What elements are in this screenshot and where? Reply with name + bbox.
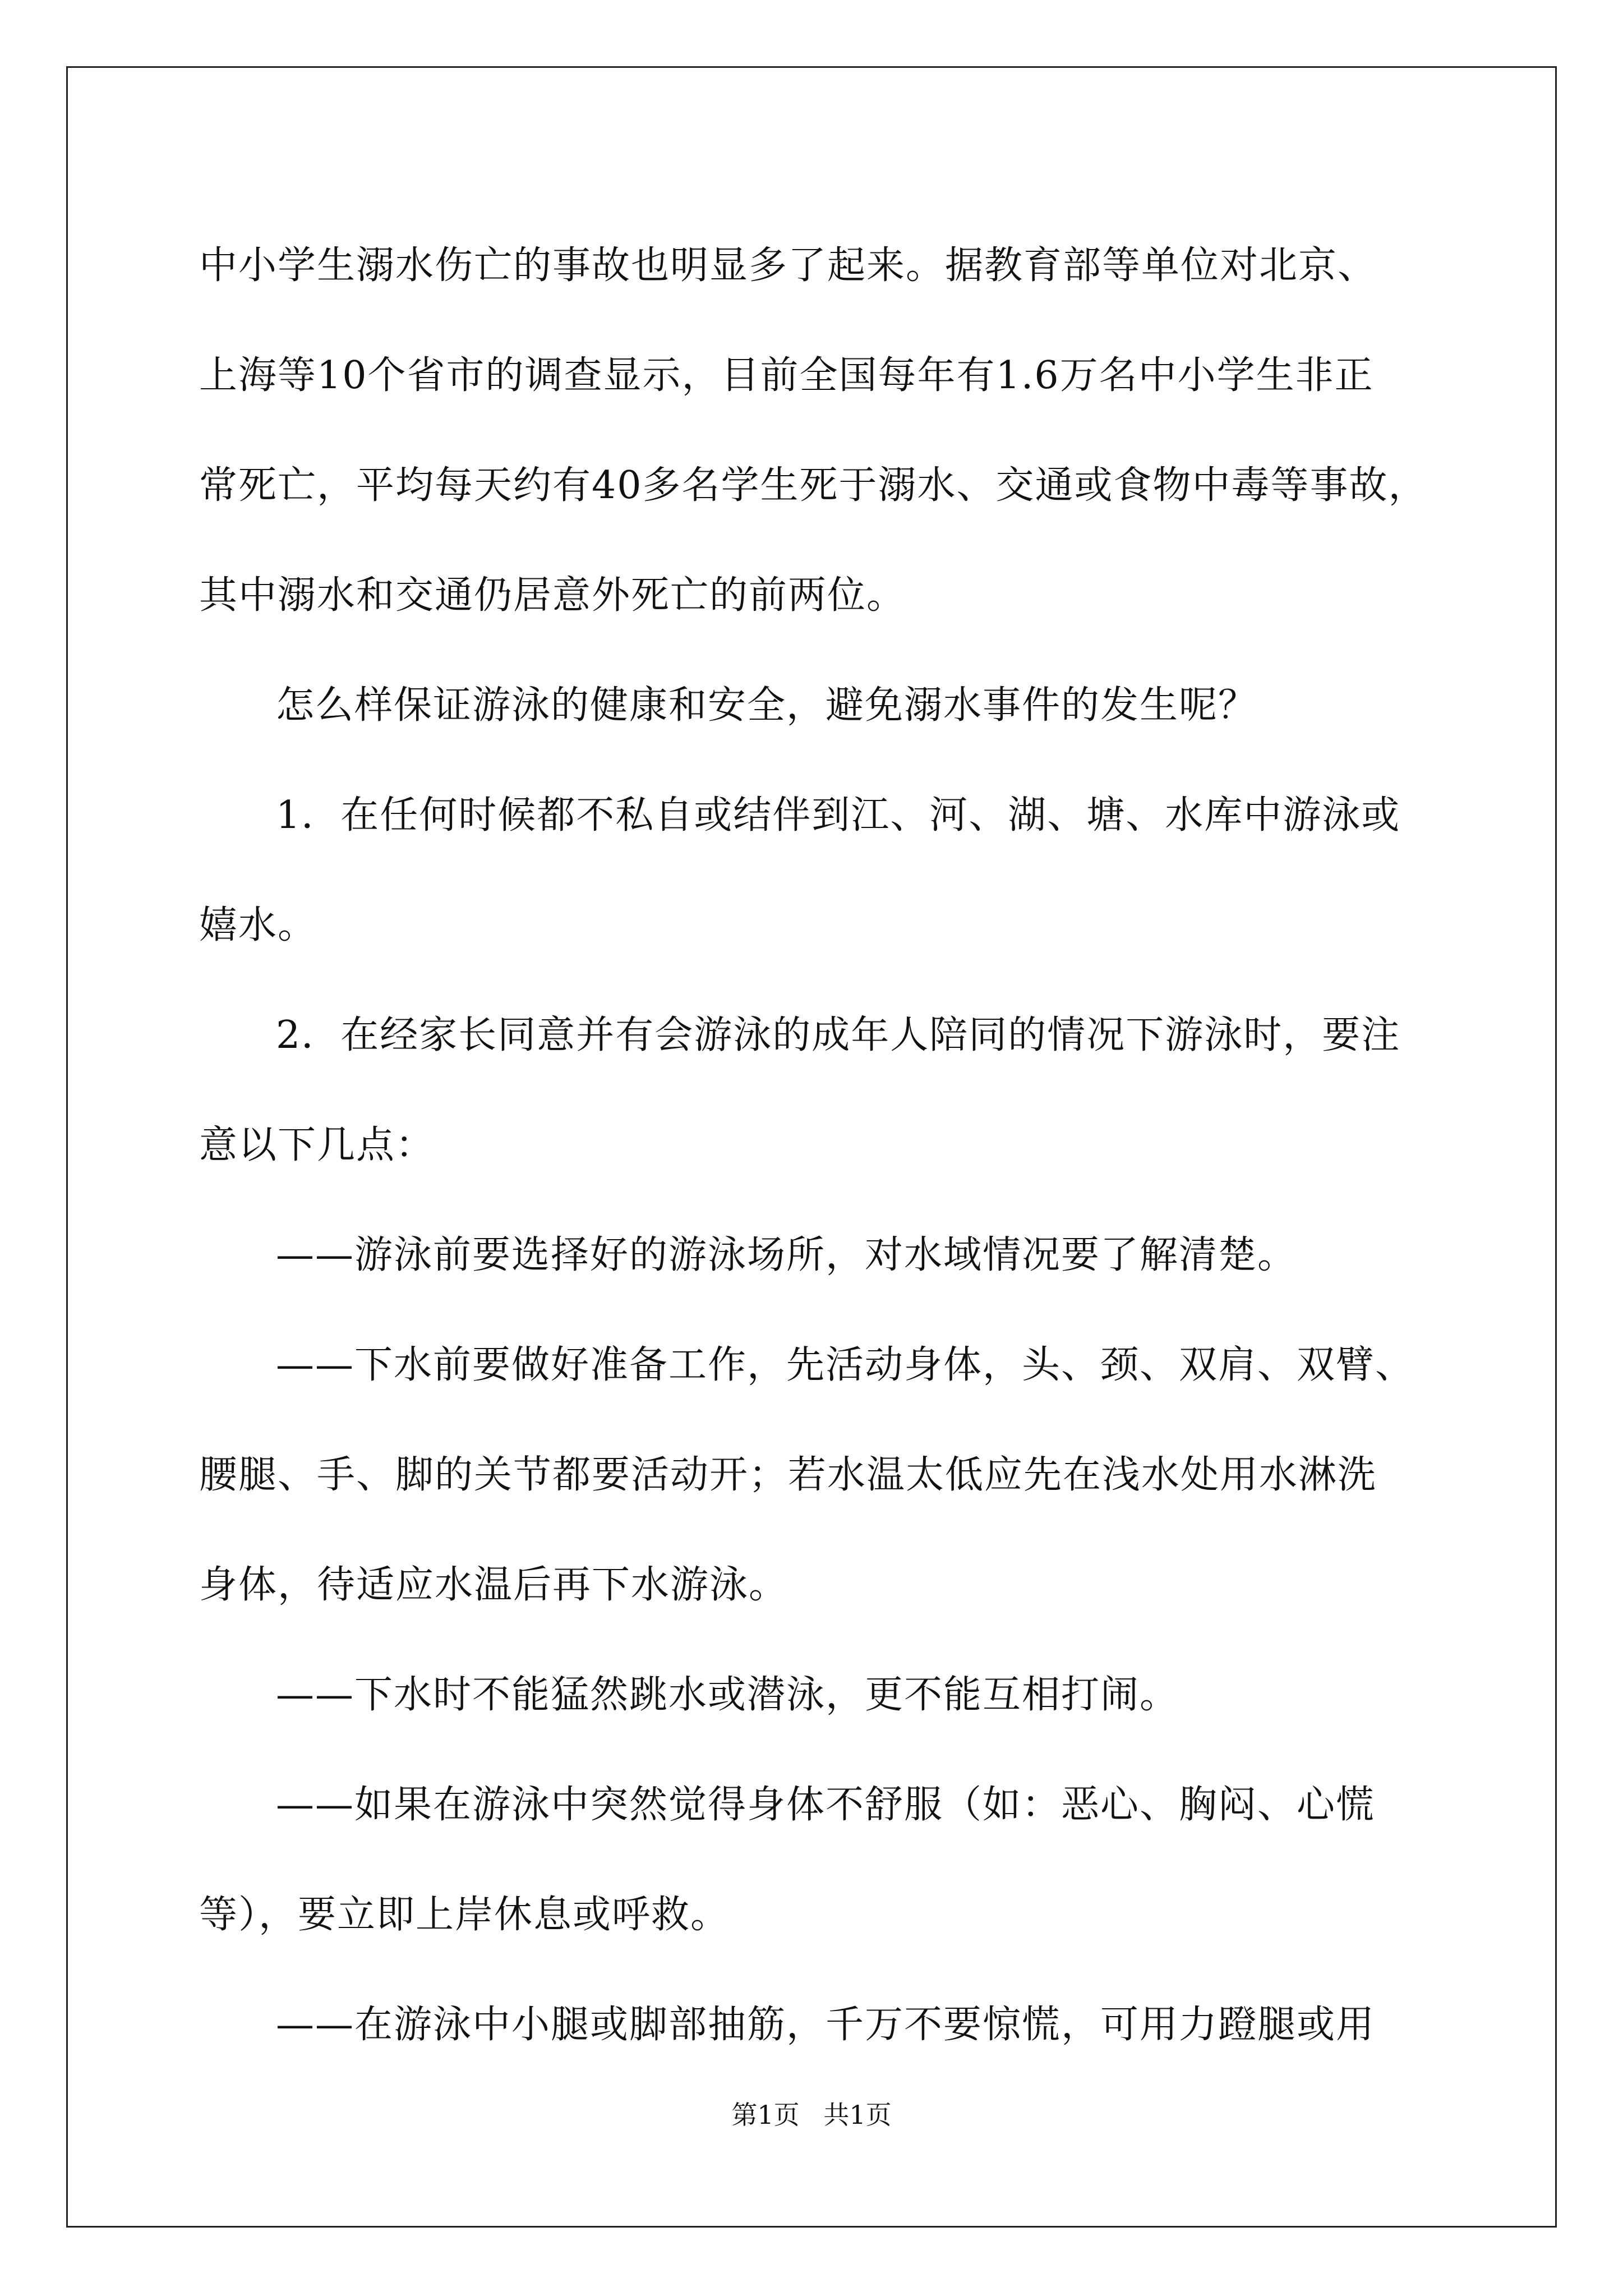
paragraph-line: 中小学生溺水伤亡的事故也明显多了起来。据教育部等单位对北京、 bbox=[199, 243, 1377, 288]
paragraph-line: ——下水前要做好准备工作，先活动身体，头、颈、双肩、双臂、 bbox=[276, 1343, 1415, 1387]
paragraph-line: ——游泳前要选择好的游泳场所，对水域情况要了解清楚。 bbox=[276, 1233, 1297, 1277]
document-body bbox=[199, 211, 1458, 2080]
paragraph-line: ——如果在游泳中突然觉得身体不舒服（如：恶心、胸闷、心慌 bbox=[276, 1783, 1376, 1827]
paragraph-line: 2．在经家长同意并有会游泳的成年人陪同的情况下游泳时，要注 bbox=[276, 1013, 1401, 1057]
paragraph-line: 上海等10个省市的调查显示，目前全国每年有1.6万名中小学生非正 bbox=[199, 353, 1374, 398]
page-total: 共1页 bbox=[823, 2100, 892, 2130]
paragraph-line: 腰腿、手、脚的关节都要活动开；若水温太低应先在浅水处用水淋洗 bbox=[199, 1453, 1377, 1497]
paragraph-line: 嬉水。 bbox=[199, 903, 317, 947]
paragraph-line: ——在游泳中小腿或脚部抽筋，千万不要惊慌，可用力蹬腿或用 bbox=[276, 2003, 1376, 2047]
paragraph-line: 意以下几点： bbox=[199, 1123, 435, 1167]
paragraph-line: ——下水时不能猛然跳水或潜泳，更不能互相打闹。 bbox=[276, 1673, 1179, 1717]
paragraph-line: 怎么样保证游泳的健康和安全，避免溺水事件的发生呢？ bbox=[276, 683, 1258, 728]
paragraph-line: 常死亡，平均每天约有40多名学生死于溺水、交通或食物中毒等事故， bbox=[199, 463, 1428, 508]
paragraph-line: 其中溺水和交通仍居意外死亡的前两位。 bbox=[199, 573, 906, 618]
paragraph-line: 身体，待适应水温后再下水游泳。 bbox=[199, 1563, 789, 1607]
page-number: 第1页 bbox=[731, 2100, 800, 2130]
page-footer bbox=[0, 2098, 1623, 2132]
paragraph-line: 1．在任何时候都不私自或结伴到江、河、湖、塘、水库中游泳或 bbox=[276, 793, 1401, 838]
paragraph-line: 等），要立即上岸休息或呼救。 bbox=[199, 1893, 730, 1937]
